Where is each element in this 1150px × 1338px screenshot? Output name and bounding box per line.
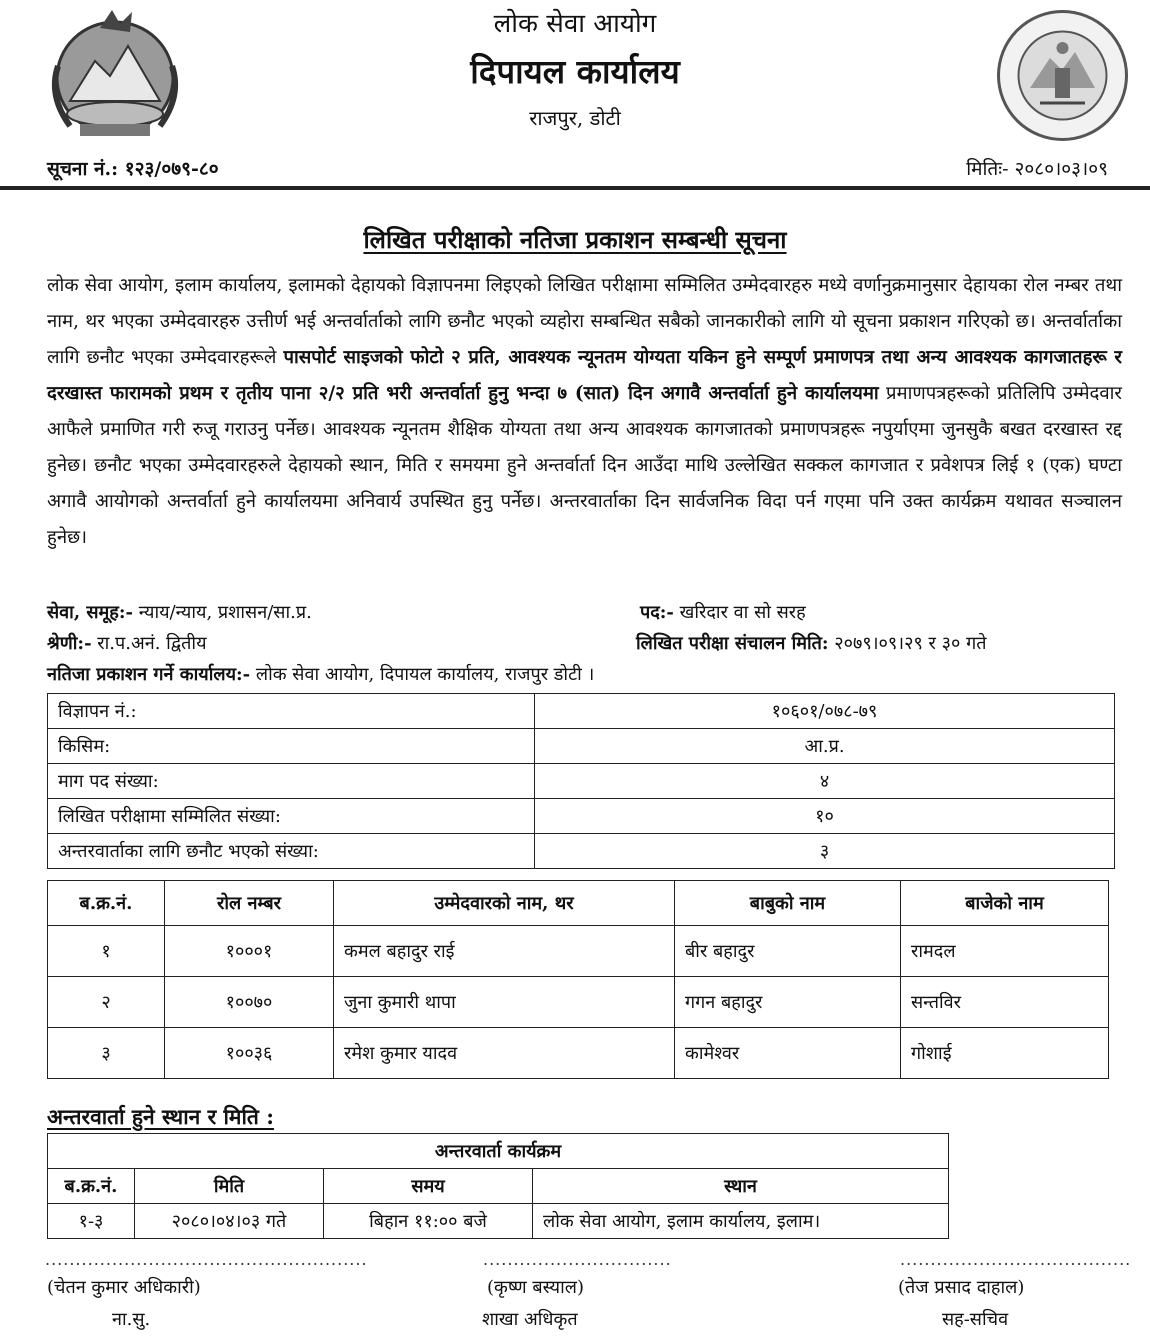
signatory-title: सह-सचिव bbox=[942, 1309, 1009, 1330]
header-father: बाबुको नाम bbox=[675, 881, 901, 926]
info-value: १० bbox=[535, 799, 1115, 834]
cell-venue: लोक सेवा आयोग, इलाम कार्यालय, इलाम। bbox=[533, 1204, 949, 1239]
info-label: किसिम: bbox=[48, 729, 535, 764]
table-row bbox=[48, 764, 1115, 799]
signatory-title: ना.सु. bbox=[112, 1309, 151, 1330]
cell-name: रमेश कुमार यादव bbox=[334, 1028, 675, 1079]
post-line: पद:- खरिदार वा सो सरह bbox=[640, 602, 806, 623]
notice-body: लोक सेवा आयोग, इलाम कार्यालय, इलामको देहायको विज्ञापनमा लिइएको लिखित परीक्षामा सम्मिलित उम्मेदवारहरु मध्ये वर्णानुक्रमानुसार देहायका रोल नम्बर तथा नाम, थर भएका उम्मेदवारहरु उत्तीर्ण भई अन्तर्वार्ताको लागि छनौट भएको व्यहोरा सम्बन्धित सबैको जानकारीको लागि यो सूचना प्रकाशन गरिएको छ। अन्तर्वार्ताका लागि छनौट भएका उम्मेदवारहरूले पासपोर्ट साइजको फोटो २ प्रति, आवश्यक न्यूनतम योग्यता यकिन हुने सम्पूर्ण प्रमाणपत्र तथा अन्य आवश्यक कागजातहरू र दरखास्त फारामको प्रथम र तृतीय पाना २/२ प्रति भरी अन्तर्वार्ता हुनु भन्दा ७ (सात) दिन अगावै अन्तर्वार्ता हुने कार्यालयमा प्रमाणपत्रहरूको प्रतिलिपि उम्मेदवार आफैले प्रमाणित गरी रुजू गराउनु पर्नेछ। आवश्यक न्यूनतम शैक्षिक योग्यता तथा अन्य आवश्यक कागजातको प्रमाणपत्रहरू नपुर्याएमा जुनसुकै बखत दरखास्त रद्द हुनेछ। छनौट भएका उम्मेदवारहरुले देहायको स्थान, मिति र समयमा हुने अन्तर्वार्ता दिन आउँदा माथि उल्लेखित सक्कल कागजात र प्रवेशपत्र लिई १ (एक) घण्टा अगावै आयोगको अन्तर्वार्ता हुने कार्यालयमा अनिवार्य उपस्थित हुनु पर्नेछ। अन्तरवार्ताका दिन सार्वजनिक विदा पर्न गएमा पनि उक्त कार्यक्रम यथावत सञ्चालन हुनेछ। bbox=[47, 275, 1123, 548]
table-row bbox=[48, 1204, 949, 1239]
cell-grandfather: गोशाई bbox=[901, 1028, 1109, 1079]
candidates-table bbox=[47, 880, 1109, 1079]
service-group-line: सेवा, समूह:- न्याय/न्याय, प्रशासन/सा.प्र. bbox=[47, 602, 312, 623]
cell-date: २०८०।०४।०३ गते bbox=[135, 1204, 324, 1239]
signature-line: ..................................................... bbox=[45, 1250, 368, 1269]
cell-roll: १००३६ bbox=[165, 1028, 334, 1079]
header-serial: ब.क्र.नं. bbox=[48, 881, 165, 926]
info-value: ३ bbox=[535, 834, 1115, 869]
info-value: ४ bbox=[535, 764, 1115, 799]
cell-time: बिहान ११:०० बजे bbox=[324, 1204, 533, 1239]
table-row bbox=[48, 694, 1115, 729]
interview-schedule-table bbox=[47, 1133, 949, 1239]
header-serial: ब.क्र.नं. bbox=[48, 1169, 135, 1204]
interview-caption: अन्तरवार्ता कार्यक्रम bbox=[48, 1134, 949, 1169]
table-row bbox=[48, 926, 1109, 977]
header-roll: रोल नम्बर bbox=[165, 881, 334, 926]
table-caption-row bbox=[48, 1134, 949, 1169]
cell-grandfather: रामदल bbox=[901, 926, 1109, 977]
advertisement-info-table bbox=[47, 693, 1115, 869]
header-name: उम्मेदवारको नाम, थर bbox=[334, 881, 675, 926]
cell-serial: १ bbox=[48, 926, 165, 977]
signature-line: ...................................... bbox=[900, 1250, 1132, 1269]
cell-serial: ३ bbox=[48, 1028, 165, 1079]
signatory-name: (कृष्ण बस्याल) bbox=[487, 1277, 584, 1298]
notice-subject: लिखित परीक्षाको नतिजा प्रकाशन सम्बन्धी सूचना bbox=[363, 225, 787, 254]
cell-roll: १००७० bbox=[165, 977, 334, 1028]
info-label: विज्ञापन नं.: bbox=[48, 694, 535, 729]
table-row bbox=[48, 799, 1115, 834]
signatory-name: (तेज प्रसाद दाहाल) bbox=[898, 1277, 1025, 1298]
header-grandfather: बाजेको नाम bbox=[901, 881, 1109, 926]
table-header-row bbox=[48, 881, 1109, 926]
organization-name: लोक सेवा आयोग bbox=[493, 9, 657, 39]
info-value: आ.प्र. bbox=[535, 729, 1115, 764]
cell-name: जुना कुमारी थापा bbox=[334, 977, 675, 1028]
notice-date: मितिः- २०८०।०३।०९ bbox=[966, 158, 1108, 180]
exam-date-line: लिखित परीक्षा संचालन मिति: २०७९।०९।२९ र ३० गते bbox=[636, 633, 987, 654]
table-row bbox=[48, 729, 1115, 764]
info-label: माग पद संख्या: bbox=[48, 764, 535, 799]
table-header-row bbox=[48, 1169, 949, 1204]
signatory-name: (चेतन कुमार अधिकारी) bbox=[47, 1277, 201, 1298]
header-date: मिति bbox=[135, 1169, 324, 1204]
info-label: लिखित परीक्षामा सम्मिलित संख्या: bbox=[48, 799, 535, 834]
interview-section-title: अन्तरवार्ता हुने स्थान र मिति : bbox=[47, 1104, 274, 1129]
table-row bbox=[48, 1028, 1109, 1079]
cell-grandfather: सन्तविर bbox=[901, 977, 1109, 1028]
header-venue: स्थान bbox=[533, 1169, 949, 1204]
info-value: १०६०१/०७८-७९ bbox=[535, 694, 1115, 729]
notice-number: सूचना नं.: १२३/०७९-८० bbox=[47, 158, 219, 180]
cell-serial: १-३ bbox=[48, 1204, 135, 1239]
cell-father: बीर बहादुर bbox=[675, 926, 901, 977]
signatory-title: शाखा अधिकृत bbox=[482, 1309, 578, 1330]
info-label: अन्तरवार्ताका लागि छनौट भएको संख्या: bbox=[48, 834, 535, 869]
table-row bbox=[48, 834, 1115, 869]
cell-father: कामेश्वर bbox=[675, 1028, 901, 1079]
level-line: श्रेणी:- रा.प.अनं. द्वितीय bbox=[47, 633, 207, 654]
signature-line: ............................... bbox=[483, 1250, 672, 1269]
office-name: दिपायल कार्यालय bbox=[470, 52, 680, 91]
cell-roll: १०००१ bbox=[165, 926, 334, 977]
cell-serial: २ bbox=[48, 977, 165, 1028]
header-divider bbox=[0, 186, 1150, 190]
cell-name: कमल बहादुर राई bbox=[334, 926, 675, 977]
table-row bbox=[48, 977, 1109, 1028]
header-time: समय bbox=[324, 1169, 533, 1204]
cell-father: गगन बहादुर bbox=[675, 977, 901, 1028]
office-location: राजपुर, डोटी bbox=[529, 106, 621, 130]
result-office-line: नतिजा प्रकाशन गर्ने कार्यालय:- लोक सेवा आयोग, दिपायल कार्यालय, राजपुर डोटी । bbox=[47, 664, 595, 685]
